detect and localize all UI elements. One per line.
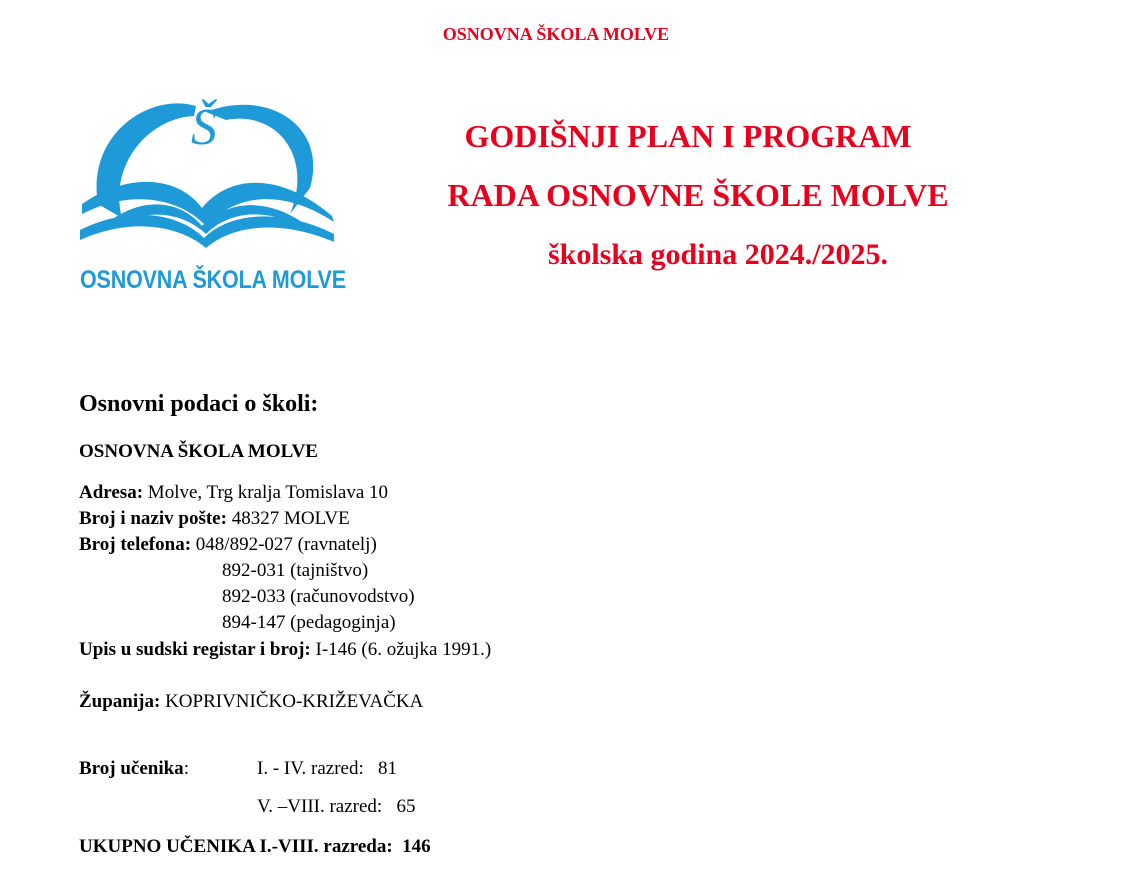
register-label: Upis u sudski registar i broj: [79,639,311,660]
svg-text:Š: Š [191,99,217,156]
phone-label: Broj telefona: [79,534,192,555]
address-row [79,480,388,506]
post-value: 48327 MOLVE [231,508,350,529]
address-label: Adresa: [79,482,144,503]
total-students-label: UKUPNO UČENIKA I.-VIII. razreda: [79,836,393,857]
section-heading: Osnovni podaci o školi: [79,391,319,417]
county-row [79,689,423,715]
total-students-row [79,834,431,860]
lower-grades-row [257,756,397,782]
upper-grades-count: 65 [396,796,416,817]
phone-number: 048/892-027 (ravnatelj) [195,534,377,555]
phone-number: 892-033 (računovodstvo) [222,586,415,607]
document-title-line-1: GODIŠNJI PLAN I PROGRAM [464,118,912,154]
header-school-name: OSNOVNA ŠKOLA MOLVE [442,24,670,44]
lower-grades-label: I. - IV. razred: [257,758,364,779]
post-row [79,506,350,532]
school-logo [78,86,346,301]
lower-grades-count: 81 [378,758,397,779]
register-value: I-146 (6. ožujka 1991.) [315,639,492,660]
phone-row [79,532,377,558]
upper-grades-row [257,794,415,820]
total-students-count: 146 [402,836,431,857]
book-heart-logo-icon [78,86,343,266]
address-value: Molve, Trg kralja Tomislava 10 [147,482,389,503]
school-name: OSNOVNA ŠKOLA MOLVE [79,441,318,462]
upper-grades-label: V. –VIII. razred: [257,796,383,817]
logo-text: OSNOVNA ŠKOLA MOLVE [80,266,346,294]
phone-number: 892-031 (tajništvo) [222,560,369,581]
student-count-label: Broj učenika: [79,758,189,779]
document-subtitle-school-year: školska godina 2024./2025. [547,238,889,271]
register-row [79,637,491,663]
county-value: KOPRIVNIČKO-KRIŽEVAČKA [165,691,424,712]
post-label: Broj i naziv pošte: [79,508,227,529]
phone-number: 894-147 (pedagoginja) [222,612,396,633]
document-title-line-2: RADA OSNOVNE ŠKOLE MOLVE [447,177,949,213]
county-label: Županija: [79,691,161,712]
